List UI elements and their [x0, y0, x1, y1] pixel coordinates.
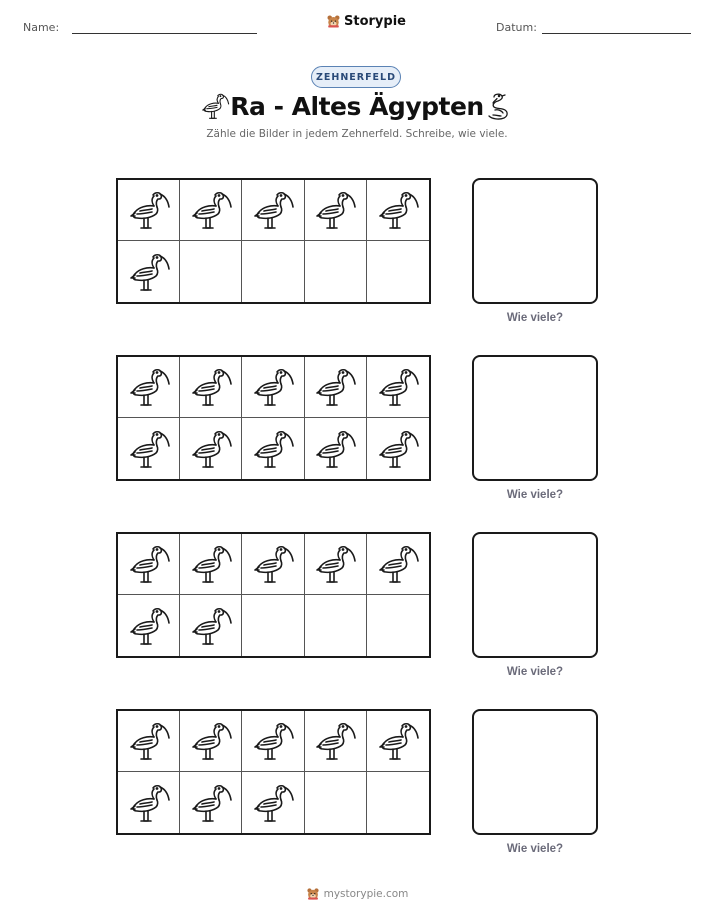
ten-frame-cell — [305, 241, 367, 302]
answer-box[interactable] — [472, 178, 598, 304]
ibis-icon — [189, 542, 233, 586]
ibis-icon — [127, 719, 171, 763]
ibis-icon — [251, 542, 295, 586]
ibis-icon — [189, 188, 233, 232]
ten-frame-cell — [118, 357, 180, 418]
ten-frame-cell — [305, 595, 367, 656]
ibis-icon — [189, 427, 233, 471]
ten-frame-cell — [118, 180, 180, 241]
ten-frame-cell — [118, 418, 180, 479]
ten-frame-cell — [242, 595, 304, 656]
ibis-icon — [127, 188, 171, 232]
ten-frame-cell — [367, 595, 429, 656]
date-line[interactable] — [542, 33, 691, 34]
ibis-icon — [127, 250, 171, 294]
ten-frame-cell — [305, 357, 367, 418]
instructions: Zähle die Bilder in jedem Zehnerfeld. Schreibe, wie viele. — [206, 128, 508, 140]
ten-frame-cell — [305, 772, 367, 833]
ibis-icon — [127, 427, 171, 471]
ibis-icon — [251, 427, 295, 471]
ten-frame — [116, 709, 431, 835]
answer-box[interactable] — [472, 709, 598, 835]
ibis-icon — [127, 604, 171, 648]
ibis-icon — [251, 781, 295, 825]
ten-frame-cell — [367, 241, 429, 302]
ten-frame — [116, 355, 431, 481]
ten-frame-cell — [118, 534, 180, 595]
ten-frame-cell — [305, 711, 367, 772]
ibis-icon — [313, 365, 357, 409]
ten-frame-cell — [367, 711, 429, 772]
ten-frame-cell — [305, 534, 367, 595]
answer-prompt: Wie viele? — [506, 843, 564, 855]
ten-frame-cell — [242, 534, 304, 595]
ten-frame-cell — [180, 772, 242, 833]
ten-frame-cell — [118, 772, 180, 833]
bear-icon — [306, 887, 320, 901]
answer-box[interactable] — [472, 355, 598, 481]
answer-prompt: Wie viele? — [506, 312, 564, 324]
brand-name: Storypie — [344, 14, 406, 29]
ten-frame-cell — [367, 772, 429, 833]
ten-frame-cell — [118, 241, 180, 302]
name-line[interactable] — [72, 33, 257, 34]
ten-frame-cell — [242, 418, 304, 479]
page-title: Ra - Altes Ägypten — [230, 92, 484, 121]
ibis-icon — [189, 719, 233, 763]
ten-frame-cell — [367, 357, 429, 418]
ten-frame-cell — [180, 534, 242, 595]
ibis-icon — [376, 365, 420, 409]
ten-frame-cell — [367, 180, 429, 241]
name-label: Name: — [23, 21, 60, 34]
ten-frame-cell — [180, 241, 242, 302]
ibis-icon — [127, 365, 171, 409]
ten-frame-cell — [180, 180, 242, 241]
ten-frame-cell — [305, 180, 367, 241]
ibis-icon — [313, 542, 357, 586]
ten-frame-cell — [367, 418, 429, 479]
ibis-icon — [313, 427, 357, 471]
ten-frame-cell — [305, 418, 367, 479]
ibis-icon — [127, 542, 171, 586]
ibis-icon — [251, 365, 295, 409]
ten-frame — [116, 532, 431, 658]
worksheet-type-badge: ZEHNERFELD — [311, 66, 401, 88]
answer-prompt: Wie viele? — [506, 666, 564, 678]
ten-frame-cell — [242, 357, 304, 418]
ibis-icon — [127, 781, 171, 825]
answer-prompt: Wie viele? — [506, 489, 564, 501]
ibis-icon — [251, 719, 295, 763]
answer-box[interactable] — [472, 532, 598, 658]
ibis-icon — [376, 427, 420, 471]
snake-icon — [484, 91, 516, 123]
ibis-icon — [189, 365, 233, 409]
ibis-icon — [313, 188, 357, 232]
ten-frame-cell — [118, 711, 180, 772]
ibis-icon — [251, 188, 295, 232]
ibis-icon — [189, 781, 233, 825]
ibis-icon — [376, 188, 420, 232]
ibis-icon — [313, 719, 357, 763]
ibis-icon — [376, 542, 420, 586]
footer — [0, 887, 714, 901]
date-label: Datum: — [496, 21, 537, 34]
bear-icon — [326, 14, 341, 29]
ibis-icon — [376, 719, 420, 763]
ten-frame-cell — [180, 357, 242, 418]
ten-frame-cell — [242, 180, 304, 241]
ten-frame-cell — [118, 595, 180, 656]
brand-logo — [326, 14, 406, 29]
ten-frame — [116, 178, 431, 304]
ten-frame-cell — [180, 418, 242, 479]
ten-frame-cell — [367, 534, 429, 595]
ten-frame-cell — [242, 711, 304, 772]
ibis-icon — [189, 604, 233, 648]
ten-frame-cell — [180, 711, 242, 772]
ten-frame-cell — [242, 772, 304, 833]
ten-frame-cell — [180, 595, 242, 656]
footer-url: mystorypie.com — [323, 888, 409, 900]
ten-frame-cell — [242, 241, 304, 302]
